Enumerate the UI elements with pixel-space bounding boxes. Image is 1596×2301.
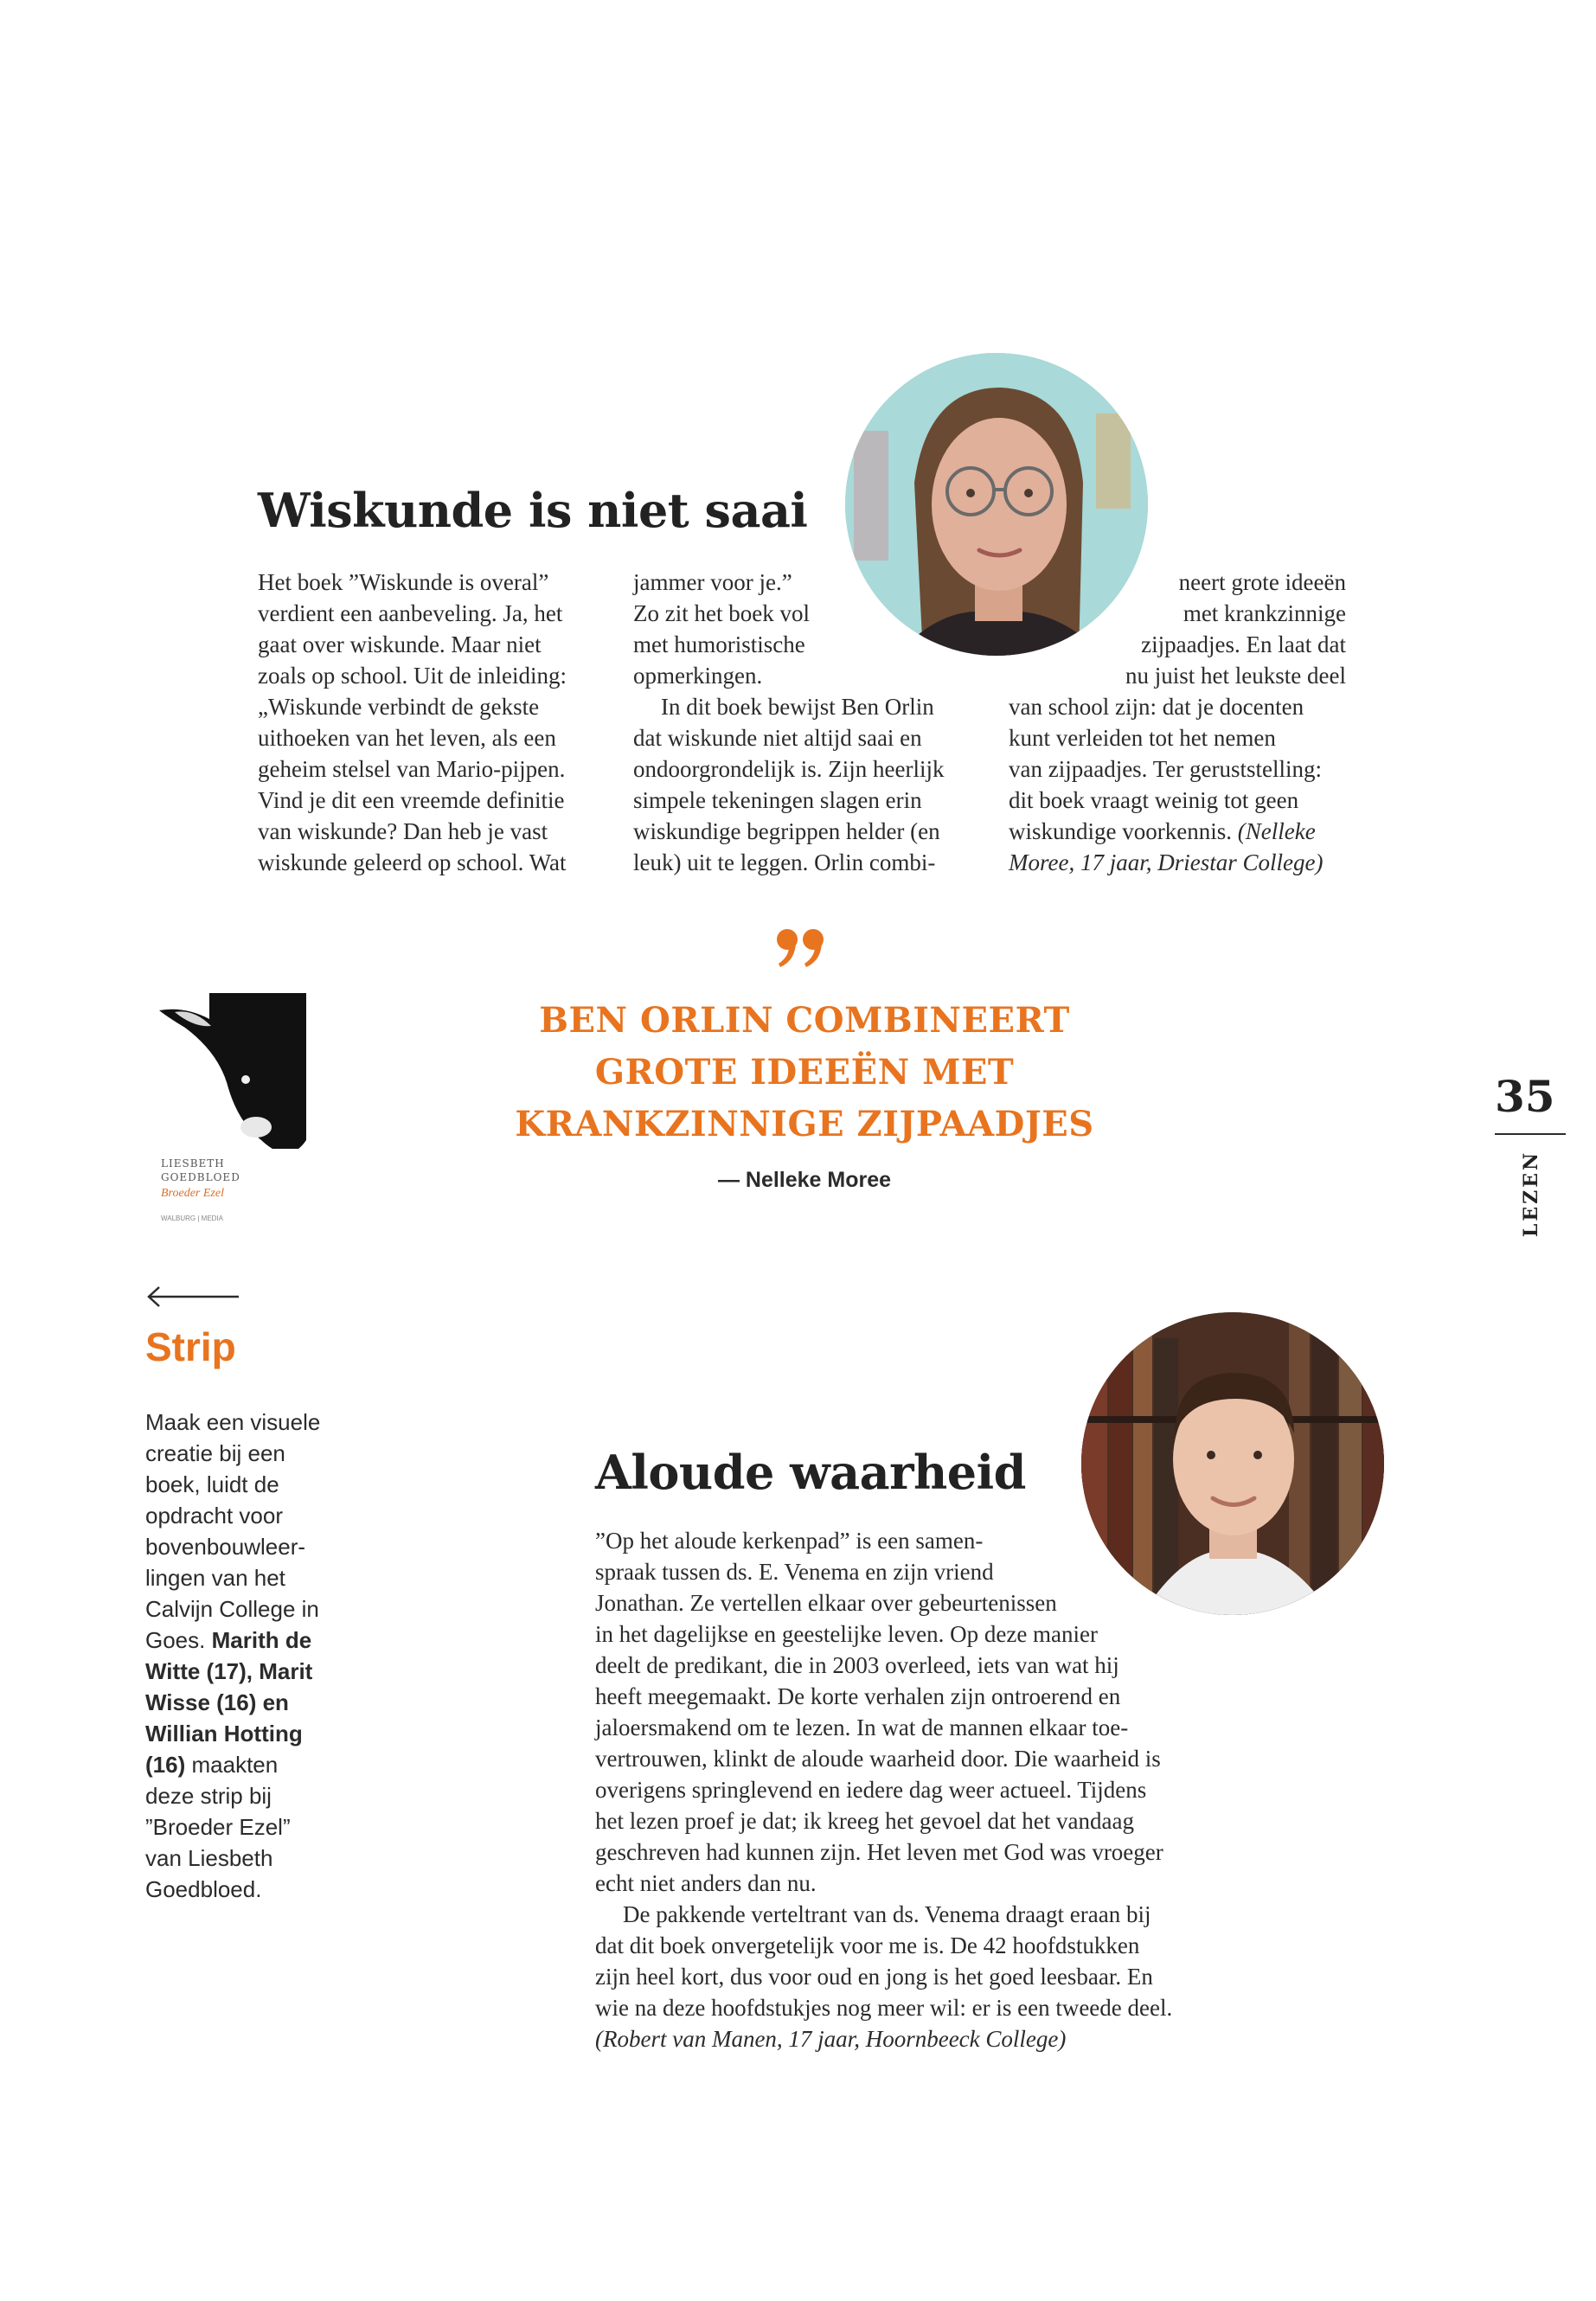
text-line: dat wiskunde niet altijd saai en <box>633 725 922 751</box>
student-names: (16) <box>145 1752 186 1778</box>
text-line <box>145 1749 320 1780</box>
text-line: in het dagelijkse en geestelijke leven. Op deze manier <box>595 1621 1099 1647</box>
article2-title: Aloude waarheid <box>595 1445 1026 1500</box>
text-line: Calvijn College in <box>145 1596 319 1622</box>
text-line: ”Op het aloude kerkenpad” is een samen- <box>595 1528 984 1554</box>
text-line: zoals op school. Uit de inleiding: <box>258 663 567 689</box>
text-line: dat dit boek onvergetelijk voor me is. De 42 hoofdstukken <box>595 1932 1140 1958</box>
text-line: geschreven had kunnen zijn. Het leven met God was vroeger <box>595 1839 1163 1865</box>
arrow-left-icon <box>145 1284 240 1310</box>
text-line: Het boek ”Wiskunde is overal” <box>258 569 549 595</box>
text-line: met krankzinnige <box>1183 600 1346 626</box>
student-names: Willian Hotting <box>145 1721 303 1747</box>
text-line: Vind je dit een vreemde definitie <box>258 787 565 813</box>
text-line: van wiskunde? Dan heb je vast <box>258 818 548 844</box>
text-line: vertrouwen, klinkt de aloude waarheid door. Die waarheid is <box>595 1746 1161 1772</box>
book-title: Broeder Ezel <box>161 1187 224 1200</box>
author-credit: (Nelleke <box>1237 818 1316 844</box>
pull-quote-line: BEN ORLIN COMBINEERT <box>539 1000 1070 1041</box>
text-line: gaat over wiskunde. Maar niet <box>258 631 542 657</box>
text-line: deelt de predikant, die in 2003 overleed, iets van wat hij <box>595 1652 1119 1678</box>
article1-column-2 <box>633 567 944 878</box>
page-number: 35 <box>1495 1071 1555 1122</box>
text-line: Maak een visuele <box>145 1409 321 1435</box>
author-credit: (Robert van Manen, 17 jaar, Hoornbeeck College) <box>595 2026 1067 2052</box>
pull-quote-line: KRANKZINNIGE ZIJPAADJES <box>515 1104 1094 1144</box>
text-line: neert grote ideeën <box>1178 569 1346 595</box>
text-fragment: maakten <box>191 1752 279 1778</box>
text-line: opdracht voor <box>145 1503 283 1529</box>
text-line: bovenbouwleer- <box>145 1534 306 1560</box>
text-line: opmerkingen. <box>633 663 763 689</box>
text-line: zijpaadjes. En laat dat <box>1141 631 1346 657</box>
text-line: zijn heel kort, dus voor oud en jong is het goed leesbaar. En <box>595 1964 1153 1990</box>
text-line <box>145 1656 320 1687</box>
text-line: heeft meegemaakt. De korte verhalen zijn ontroerend en <box>595 1683 1121 1709</box>
page-number-divider <box>1495 1133 1566 1135</box>
text-line: Zo zit het boek vol <box>633 600 810 626</box>
text-line <box>145 1687 320 1718</box>
text-line: boek, luidt de <box>145 1471 279 1497</box>
quote-attribution: — Nelleke Moree <box>717 1168 892 1192</box>
text-line: simpele tekeningen slagen erin <box>633 787 922 813</box>
text-line: Goedbloed. <box>145 1876 262 1902</box>
quote-mark-icon <box>775 927 827 971</box>
text-line: echt niet anders dan nu. <box>595 1870 817 1896</box>
pull-quote <box>484 995 1125 1150</box>
text-line: kunt verleiden tot het nemen <box>1009 725 1276 751</box>
text-line: „Wiskunde verbindt de gekste <box>258 694 540 720</box>
text-line: dit boek vraagt weinig tot geen <box>1009 787 1299 813</box>
article1-column-1 <box>258 567 567 878</box>
text-line: ondoorgrondelijk is. Zijn heerlijk <box>633 756 945 782</box>
text-line: deze strip bij <box>145 1783 272 1809</box>
section-label: LEZEN <box>1520 1150 1542 1238</box>
strip-text <box>145 1407 320 1905</box>
text-line: creatie bij een <box>145 1440 285 1466</box>
author-credit: Moree, 17 jaar, Driestar College) <box>1009 849 1324 875</box>
text-line: jammer voor je.” <box>633 569 792 595</box>
book-author-line: GOEDBLOED <box>161 1171 240 1183</box>
strip-title: Strip <box>145 1324 236 1369</box>
text-line: ”Broeder Ezel” <box>145 1814 291 1840</box>
text-line: wie na deze hoofdstukjes nog meer wil: er is een tweede deel. <box>595 1995 1173 2021</box>
text-line: nu juist het leukste deel <box>1125 663 1346 689</box>
text-line: verdient een aanbeveling. Ja, het <box>258 600 563 626</box>
book-publisher: WALBURG | MEDIA <box>161 1215 224 1222</box>
pull-quote-line: GROTE IDEEËN MET <box>594 1052 1015 1093</box>
text-fragment: Goes. <box>145 1627 206 1653</box>
article1-title: Wiskunde is niet saai <box>258 483 808 538</box>
text-line: wiskundige begrippen helder (en <box>633 818 940 844</box>
text-line: met humoristische <box>633 631 805 657</box>
text-line: jaloersmakend om te lezen. In wat de mannen elkaar toe- <box>595 1715 1129 1740</box>
text-line: van zijpaadjes. Ter geruststelling: <box>1009 756 1323 782</box>
text-line: van Liesbeth <box>145 1845 273 1871</box>
article1-column-3 <box>1009 567 1346 878</box>
text-line: lingen van het <box>145 1565 285 1591</box>
donkey-illustration <box>159 993 306 1149</box>
text-line <box>145 1718 320 1749</box>
text-line: geheim stelsel van Mario-pijpen. <box>258 756 566 782</box>
text-line: spraak tussen ds. E. Venema en zijn vriend <box>595 1559 994 1585</box>
text-line: De pakkende verteltrant van ds. Venema draagt eraan bij <box>623 1901 1151 1927</box>
text-line: Jonathan. Ze vertellen elkaar over gebeurtenissen <box>595 1590 1057 1616</box>
student-names: Witte (17), Marit <box>145 1658 313 1684</box>
student-names: Marith de <box>211 1627 312 1653</box>
text-line <box>145 1625 320 1656</box>
text-line <box>1009 816 1346 847</box>
text-line: uithoeken van het leven, als een <box>258 725 556 751</box>
book-cover-broeder-ezel <box>159 993 306 1235</box>
text-fragment: wiskundige voorkennis. <box>1009 818 1232 844</box>
book-author-line: LIESBETH <box>161 1157 225 1170</box>
text-line: leuk) uit te leggen. Orlin combi- <box>633 849 936 875</box>
text-line: wiskunde geleerd op school. Wat <box>258 849 567 875</box>
text-line: van school zijn: dat je docenten <box>1009 694 1304 720</box>
text-line: overigens springlevend en iedere dag weer actueel. Tijdens <box>595 1777 1147 1803</box>
section-label-wrap <box>1488 1150 1574 1238</box>
student-names: Wisse (16) en <box>145 1689 289 1715</box>
text-line: In dit boek bewijst Ben Orlin <box>661 694 934 720</box>
article2-body <box>595 1525 1172 2054</box>
text-line: het lezen proef je dat; ik kreeg het gevoel dat het vandaag <box>595 1808 1134 1834</box>
